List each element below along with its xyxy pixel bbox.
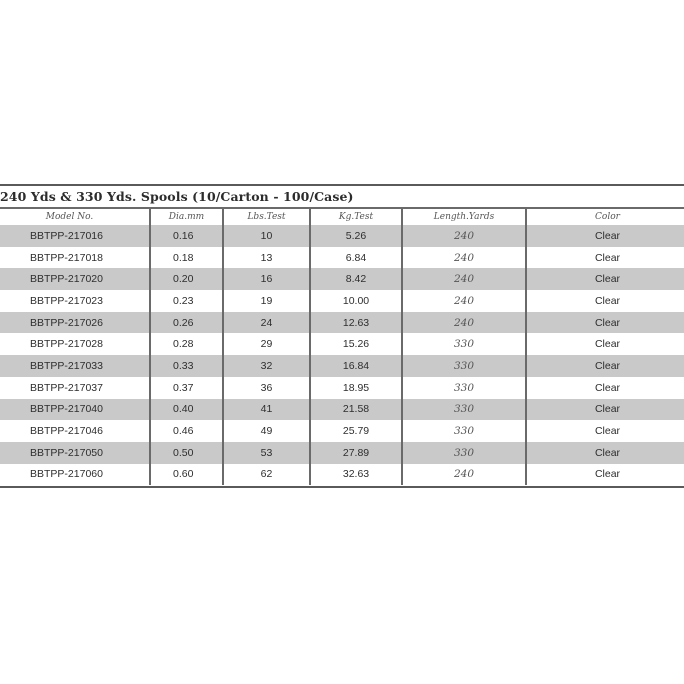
col-color-header: Color xyxy=(526,209,684,225)
lbs-test-cell: 53 xyxy=(223,442,310,464)
color-cell: Clear xyxy=(526,312,684,334)
table-row xyxy=(0,247,684,269)
dia-cell: 0.23 xyxy=(150,290,223,312)
dia-cell: 0.46 xyxy=(150,420,223,442)
kg-test-cell: 27.89 xyxy=(310,442,402,464)
model-cell: BBTPP-217040 xyxy=(0,399,150,421)
dia-cell: 0.20 xyxy=(150,268,223,290)
table-row xyxy=(0,225,684,247)
table-row xyxy=(0,377,684,399)
length-cell: 330 xyxy=(402,377,526,399)
dia-cell: 0.40 xyxy=(150,399,223,421)
col-dia-header: Dia.mm xyxy=(150,209,223,225)
length-cell: 330 xyxy=(402,420,526,442)
lbs-test-cell: 19 xyxy=(223,290,310,312)
lbs-test-cell: 29 xyxy=(223,333,310,355)
model-cell: BBTPP-217028 xyxy=(0,333,150,355)
length-cell: 240 xyxy=(402,247,526,269)
kg-test-cell: 8.42 xyxy=(310,268,402,290)
length-cell: 330 xyxy=(402,399,526,421)
lbs-test-cell: 32 xyxy=(223,355,310,377)
model-cell: BBTPP-217050 xyxy=(0,442,150,464)
color-cell: Clear xyxy=(526,290,684,312)
kg-test-cell: 16.84 xyxy=(310,355,402,377)
lbs-test-cell: 62 xyxy=(223,464,310,486)
dia-cell: 0.50 xyxy=(150,442,223,464)
lbs-test-cell: 41 xyxy=(223,399,310,421)
lbs-test-cell: 24 xyxy=(223,312,310,334)
color-cell: Clear xyxy=(526,464,684,486)
lbs-test-cell: 49 xyxy=(223,420,310,442)
table-row xyxy=(0,420,684,442)
color-cell: Clear xyxy=(526,333,684,355)
lbs-test-cell: 36 xyxy=(223,377,310,399)
table-row xyxy=(0,442,684,464)
length-cell: 240 xyxy=(402,268,526,290)
color-cell: Clear xyxy=(526,399,684,421)
table-row xyxy=(0,399,684,421)
model-cell: BBTPP-217060 xyxy=(0,464,150,486)
dia-cell: 0.26 xyxy=(150,312,223,334)
color-cell: Clear xyxy=(526,355,684,377)
dia-cell: 0.16 xyxy=(150,225,223,247)
model-cell: BBTPP-217016 xyxy=(0,225,150,247)
dia-cell: 0.60 xyxy=(150,464,223,486)
kg-test-cell: 25.79 xyxy=(310,420,402,442)
table-title: 240 Yds & 330 Yds. Spools (10/Carton - 100/Case) xyxy=(0,186,684,209)
model-cell: BBTPP-217018 xyxy=(0,247,150,269)
model-cell: BBTPP-217020 xyxy=(0,268,150,290)
spool-spec-table xyxy=(0,184,684,488)
col-kg-header: Kg.Test xyxy=(310,209,402,225)
color-cell: Clear xyxy=(526,420,684,442)
length-cell: 330 xyxy=(402,333,526,355)
color-cell: Clear xyxy=(526,225,684,247)
table-row xyxy=(0,355,684,377)
kg-test-cell: 6.84 xyxy=(310,247,402,269)
length-cell: 240 xyxy=(402,225,526,247)
kg-test-cell: 18.95 xyxy=(310,377,402,399)
col-lbs-header: Lbs.Test xyxy=(223,209,310,225)
color-cell: Clear xyxy=(526,442,684,464)
kg-test-cell: 21.58 xyxy=(310,399,402,421)
col-model-header: Model No. xyxy=(45,212,94,222)
model-cell: BBTPP-217046 xyxy=(0,420,150,442)
model-cell: BBTPP-217023 xyxy=(0,290,150,312)
length-cell: 240 xyxy=(402,290,526,312)
table-row xyxy=(0,268,684,290)
length-cell: 330 xyxy=(402,355,526,377)
table-row xyxy=(0,333,684,355)
kg-test-cell: 10.00 xyxy=(310,290,402,312)
table-row xyxy=(0,312,684,334)
lbs-test-cell: 10 xyxy=(223,225,310,247)
kg-test-cell: 32.63 xyxy=(310,464,402,486)
col-length-header: Length.Yards xyxy=(402,209,526,225)
table-row xyxy=(0,464,684,486)
color-cell: Clear xyxy=(526,247,684,269)
dia-cell: 0.18 xyxy=(150,247,223,269)
color-cell: Clear xyxy=(526,377,684,399)
header-row xyxy=(0,209,684,225)
model-cell: BBTPP-217037 xyxy=(0,377,150,399)
kg-test-cell: 5.26 xyxy=(310,225,402,247)
dia-cell: 0.37 xyxy=(150,377,223,399)
table-row xyxy=(0,290,684,312)
kg-test-cell: 12.63 xyxy=(310,312,402,334)
spec-grid xyxy=(0,209,684,485)
lbs-test-cell: 13 xyxy=(223,247,310,269)
model-cell: BBTPP-217033 xyxy=(0,355,150,377)
length-cell: 240 xyxy=(402,464,526,486)
dia-cell: 0.28 xyxy=(150,333,223,355)
length-cell: 240 xyxy=(402,312,526,334)
lbs-test-cell: 16 xyxy=(223,268,310,290)
model-cell: BBTPP-217026 xyxy=(0,312,150,334)
length-cell: 330 xyxy=(402,442,526,464)
color-cell: Clear xyxy=(526,268,684,290)
kg-test-cell: 15.26 xyxy=(310,333,402,355)
dia-cell: 0.33 xyxy=(150,355,223,377)
